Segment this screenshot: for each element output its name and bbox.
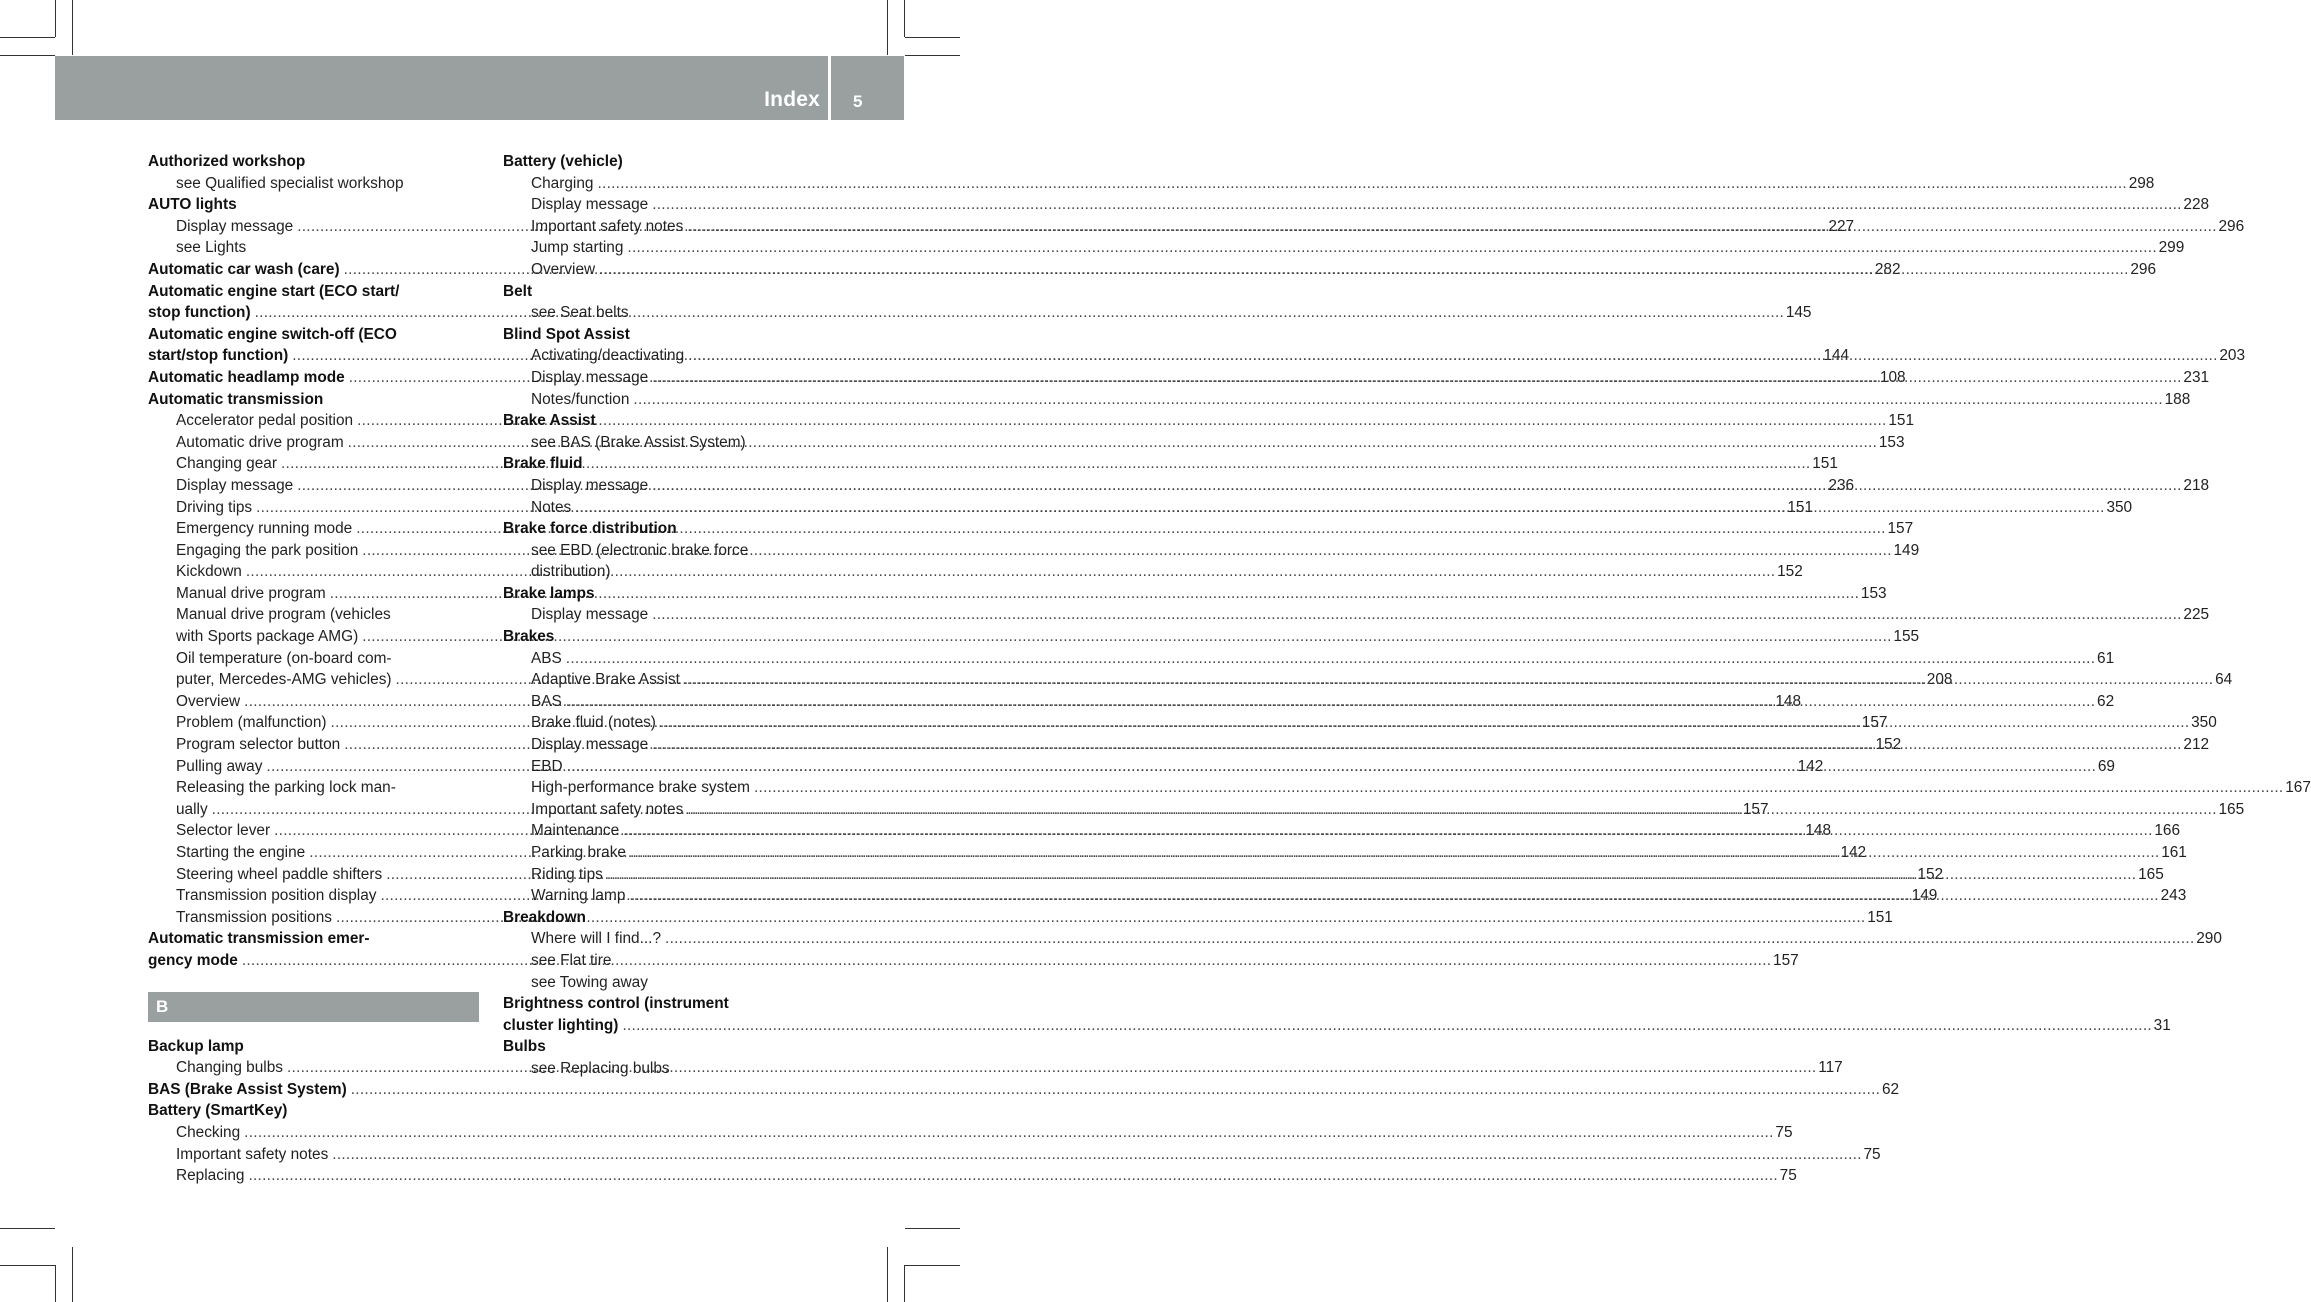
dot-leader xyxy=(687,799,2214,821)
entry-text: see Replacing bulbs xyxy=(531,1059,670,1077)
page-reference[interactable]: 75 xyxy=(1863,1145,1881,1163)
dot-leader xyxy=(652,734,2179,756)
entry-text: ABS xyxy=(531,649,562,667)
index-subentry xyxy=(503,432,834,454)
entry-text: Display message xyxy=(531,476,649,494)
entry-text: Important safety notes xyxy=(531,217,684,235)
dot-leader xyxy=(575,497,2102,519)
index-subentry xyxy=(503,604,2210,626)
page-reference[interactable]: 157 xyxy=(1773,951,1799,969)
index-subentry xyxy=(503,389,2191,411)
dot-leader xyxy=(660,712,2187,734)
entry-text: Important safety notes xyxy=(531,800,684,818)
page-reference[interactable]: 62 xyxy=(2097,692,2115,710)
entry-text: Automatic headlamp mode xyxy=(148,368,345,386)
index-subentry xyxy=(503,648,2115,670)
entry-text: Breakdown xyxy=(503,908,586,926)
entry-text: Automatic transmission xyxy=(148,390,324,408)
entry-text: Backup lamp xyxy=(148,1037,244,1055)
entry-text: Automatic transmission emer- xyxy=(148,930,370,948)
index-entry xyxy=(503,907,834,929)
index-subentry xyxy=(148,604,479,626)
page-reference[interactable]: 155 xyxy=(1893,628,1920,646)
index-entry xyxy=(503,410,834,432)
index-entry xyxy=(148,1036,479,1058)
page-reference[interactable]: 299 xyxy=(2158,239,2185,257)
dot-leader xyxy=(684,669,2211,691)
page-reference[interactable]: 148 xyxy=(1775,692,1802,710)
index-subentry xyxy=(148,237,479,259)
entry-text: see EBD (electronic brake force xyxy=(531,541,749,559)
dot-leader xyxy=(630,842,2157,864)
page-reference[interactable]: 75 xyxy=(1779,1167,1797,1185)
page-reference[interactable]: 350 xyxy=(2191,714,2217,732)
index-entry xyxy=(148,194,479,216)
index-entry xyxy=(148,151,479,173)
entry-text: Display message xyxy=(531,368,649,386)
page-reference[interactable]: 142 xyxy=(1840,844,1867,861)
dot-leader xyxy=(652,194,2179,216)
page-reference[interactable]: 151 xyxy=(1888,412,1915,430)
entry-text: Brake fluid (notes) xyxy=(531,714,656,732)
crop-mark xyxy=(0,55,55,56)
entry-text: Parking brake xyxy=(531,844,626,861)
index-subentry xyxy=(503,173,2155,195)
page-reference[interactable]: 282 xyxy=(1874,260,1901,278)
index-entry xyxy=(148,324,479,346)
crop-mark xyxy=(905,55,960,56)
entry-text: Accelerator pedal position xyxy=(176,412,354,430)
dot-leader xyxy=(246,561,1773,583)
page-reference[interactable]: 145 xyxy=(1785,304,1812,322)
page-reference[interactable]: 152 xyxy=(1875,736,1902,754)
index-entry xyxy=(503,324,834,346)
page-reference[interactable]: 151 xyxy=(1812,455,1838,473)
page-reference[interactable]: 64 xyxy=(2215,671,2233,689)
dot-leader xyxy=(244,1122,1771,1144)
entry-text: Manual drive program (vehicles xyxy=(176,606,391,624)
entry-text: Brightness control (instrument xyxy=(503,995,729,1013)
entry-text: Automatic drive program xyxy=(176,433,344,451)
entry-text: see Lights xyxy=(176,239,247,257)
crop-mark xyxy=(0,1265,55,1266)
entry-text: Selector lever xyxy=(176,822,271,840)
page-reference[interactable]: 228 xyxy=(2183,196,2210,214)
crop-mark xyxy=(905,37,960,38)
entry-text: Notes xyxy=(531,498,572,516)
dot-leader xyxy=(652,475,2179,497)
entry-text: Engaging the park position xyxy=(176,541,359,559)
dot-leader xyxy=(607,864,2134,886)
page-reference[interactable]: 290 xyxy=(2196,930,2222,948)
entry-text: Bulbs xyxy=(503,1038,546,1056)
page-reference[interactable]: 62 xyxy=(1881,1080,1900,1098)
entry-text: Maintenance xyxy=(531,822,620,840)
entry-text: Display message xyxy=(176,476,294,494)
dot-leader xyxy=(633,389,2160,411)
index-subentry xyxy=(503,972,834,994)
dot-leader xyxy=(351,1079,1878,1101)
crop-mark xyxy=(905,1228,960,1229)
entry-text: Authorized workshop xyxy=(148,153,306,170)
dot-leader xyxy=(242,950,1769,972)
index-entry xyxy=(503,1036,834,1058)
page-reference[interactable]: 231 xyxy=(2183,368,2210,386)
index-subentry xyxy=(148,1165,1797,1187)
entry-text: Problem (malfunction) xyxy=(176,714,327,732)
entry-text: Display message xyxy=(176,217,294,235)
crop-mark xyxy=(55,0,56,37)
entry-text: Display message xyxy=(531,196,649,214)
crop-mark xyxy=(887,0,888,55)
dot-leader xyxy=(623,820,2150,842)
dot-leader xyxy=(248,1165,1775,1187)
entry-text: Changing gear xyxy=(176,455,277,473)
index-subentry xyxy=(148,777,479,799)
entry-text: cluster lighting) xyxy=(503,1016,619,1034)
page-reference[interactable]: 298 xyxy=(2128,174,2155,192)
entry-text: Replacing xyxy=(176,1167,245,1185)
page-reference[interactable]: 151 xyxy=(1787,498,1814,516)
index-subentry xyxy=(503,540,834,562)
crop-mark xyxy=(887,1247,888,1302)
entry-text: Changing bulbs xyxy=(176,1059,283,1077)
page-reference[interactable]: 149 xyxy=(1893,541,1920,559)
page-reference[interactable]: 144 xyxy=(1823,347,1850,365)
entry-text: Warning lamp xyxy=(531,887,626,905)
page-reference[interactable]: 151 xyxy=(1867,908,1893,926)
entry-text: Belt xyxy=(503,282,533,300)
index-entry xyxy=(148,928,479,950)
index-subentry xyxy=(148,648,479,670)
page-reference[interactable]: 157 xyxy=(1742,800,1769,818)
entry-text: Brake force distribution xyxy=(503,520,677,538)
crop-mark xyxy=(0,37,55,38)
index-subentry xyxy=(503,950,834,972)
index-entry xyxy=(503,151,834,173)
page-reference[interactable]: 69 xyxy=(2097,757,2115,775)
entry-text: BAS (Brake Assist System) xyxy=(148,1080,347,1098)
entry-text: Transmission position display xyxy=(176,887,377,905)
entry-text: Adaptive Brake Assist xyxy=(531,671,680,689)
page-reference[interactable]: 31 xyxy=(2153,1016,2171,1034)
page-reference[interactable]: 208 xyxy=(1926,671,1953,689)
entry-text: Riding tips xyxy=(531,865,603,883)
page-reference[interactable]: 188 xyxy=(2164,390,2191,408)
page-reference[interactable]: 75 xyxy=(1775,1123,1793,1141)
entry-text: Program selector button xyxy=(176,736,341,754)
page-reference[interactable]: 227 xyxy=(1828,217,1855,235)
entry-text: Brake Assist xyxy=(503,412,596,430)
index-entry xyxy=(148,1100,479,1122)
entry-text: Blind Spot Assist xyxy=(503,325,630,343)
dot-leader xyxy=(629,885,2156,907)
crop-mark xyxy=(72,1247,73,1302)
entry-text: Starting the engine xyxy=(176,844,306,861)
page-reference[interactable]: 236 xyxy=(1828,476,1855,494)
page-reference[interactable]: 149 xyxy=(1911,887,1938,905)
entry-text: see Flat tire xyxy=(531,951,612,969)
entry-text: start/stop function) xyxy=(148,347,289,365)
entry-text: EBD xyxy=(531,757,563,775)
crop-mark xyxy=(905,1265,960,1266)
page-reference[interactable]: 165 xyxy=(2138,865,2164,883)
dot-leader xyxy=(622,1015,2149,1037)
entry-text: gency mode xyxy=(148,951,238,969)
page-reference[interactable]: 157 xyxy=(1887,520,1914,538)
page-reference[interactable]: 152 xyxy=(1917,865,1944,883)
index-subentry xyxy=(148,475,1855,497)
page-reference[interactable]: 350 xyxy=(2106,498,2133,516)
entry-text: Activating/deactivating xyxy=(531,347,685,365)
entry-text: see BAS (Brake Assist System) xyxy=(531,433,746,451)
page-reference[interactable]: 153 xyxy=(1878,433,1905,451)
entry-text: Jump starting xyxy=(531,239,624,257)
page-reference[interactable]: 108 xyxy=(1879,368,1906,386)
entry-text: Transmission positions xyxy=(176,908,332,926)
entry-text: ually xyxy=(176,800,208,818)
index-entry xyxy=(503,993,834,1015)
entry-text: Checking xyxy=(176,1123,241,1141)
dot-leader xyxy=(665,928,2192,950)
entry-text: Display message xyxy=(531,736,649,754)
index-subentry xyxy=(148,1122,1793,1144)
entry-text: Overview xyxy=(531,260,596,278)
page-reference[interactable]: 161 xyxy=(2161,844,2187,861)
entry-text: with Sports package AMG) xyxy=(176,628,359,646)
index-entry xyxy=(503,1015,2171,1037)
index-entry xyxy=(503,453,834,475)
entry-text: Brakes xyxy=(503,628,555,646)
page-reference[interactable]: 117 xyxy=(1818,1059,1843,1077)
dot-leader xyxy=(652,604,2179,626)
entry-text: Automatic engine start (ECO start/ xyxy=(148,282,400,300)
entry-text: puter, Mercedes-AMG vehicles) xyxy=(176,671,392,689)
page-reference[interactable]: 142 xyxy=(1797,757,1824,775)
dot-leader xyxy=(688,345,2215,367)
index-subentry xyxy=(503,928,2222,950)
entry-text: Important safety notes xyxy=(176,1145,329,1163)
crop-mark xyxy=(904,1265,905,1302)
page-reference[interactable]: 61 xyxy=(2097,649,2115,667)
index-subentry xyxy=(503,237,2185,259)
page-reference[interactable]: 225 xyxy=(2183,606,2210,624)
dot-leader xyxy=(566,648,2093,670)
header-separator xyxy=(828,56,831,120)
index-entry xyxy=(503,281,834,303)
index-subentry xyxy=(503,1058,834,1080)
dot-leader xyxy=(652,367,2179,389)
index-subentry xyxy=(503,302,834,324)
page-reference[interactable]: 203 xyxy=(2219,347,2246,365)
crop-mark xyxy=(904,0,905,37)
dot-leader xyxy=(754,777,2281,799)
entry-text: Battery (vehicle) xyxy=(503,153,623,170)
entry-text: Battery (SmartKey) xyxy=(148,1102,288,1120)
entry-text: AUTO lights xyxy=(148,196,237,214)
entry-text: High-performance brake system xyxy=(531,779,750,797)
entry-text: see Towing away xyxy=(531,973,648,991)
page-reference[interactable]: 148 xyxy=(1805,822,1832,840)
entry-text: Steering wheel paddle shifters xyxy=(176,865,383,883)
dot-leader xyxy=(599,259,2126,281)
index-entry xyxy=(503,626,834,648)
entry-text: see Qualified specialist workshop xyxy=(176,174,404,192)
entry-text: Emergency running mode xyxy=(176,520,353,538)
page-reference[interactable]: 152 xyxy=(1777,563,1803,581)
crop-mark xyxy=(0,1228,55,1229)
index-subentry xyxy=(503,777,2311,799)
page-number: 5 xyxy=(853,92,863,111)
crop-mark xyxy=(72,0,73,55)
entry-text: Releasing the parking lock man- xyxy=(176,779,396,797)
dot-leader xyxy=(332,1144,1859,1166)
page-reference[interactable]: 166 xyxy=(2154,822,2181,840)
crop-mark xyxy=(55,1265,56,1302)
entry-text: Charging xyxy=(531,174,594,192)
entry-text: see Seat belts xyxy=(531,304,629,322)
index-entry xyxy=(503,518,834,540)
dot-leader xyxy=(597,173,2124,195)
page-title: Index xyxy=(764,88,820,111)
entry-text: Overview xyxy=(176,692,241,710)
entry-text: Where will I find...? xyxy=(531,930,662,948)
index-entry xyxy=(148,389,479,411)
entry-text: Notes/function xyxy=(531,390,630,408)
entry-text: Driving tips xyxy=(176,498,253,516)
page-reference[interactable]: 296 xyxy=(2218,217,2245,235)
entry-text: Automatic car wash (care) xyxy=(148,260,340,278)
page-reference[interactable]: 153 xyxy=(1860,584,1887,602)
entry-text: Oil temperature (on-board com- xyxy=(176,649,392,667)
page-reference[interactable]: 167 xyxy=(2285,779,2311,797)
dot-leader xyxy=(627,237,2154,259)
entry-text: Kickdown xyxy=(176,563,242,581)
index-subentry xyxy=(503,194,2210,216)
entry-text: stop function) xyxy=(148,304,251,322)
dot-leader xyxy=(255,302,1782,324)
page-reference[interactable]: 243 xyxy=(2160,887,2187,905)
dot-leader xyxy=(566,691,2093,713)
entry-text: Manual drive program xyxy=(176,584,326,602)
page-reference[interactable]: 157 xyxy=(1861,714,1888,732)
page-reference[interactable]: 218 xyxy=(2183,476,2210,494)
entry-text: distribution) xyxy=(531,563,611,581)
entry-text: Brake lamps xyxy=(503,584,595,602)
entry-text: Automatic engine switch-off (ECO xyxy=(148,325,397,343)
entry-text: Display message xyxy=(531,606,649,624)
entry-text: Brake fluid xyxy=(503,455,583,473)
index-entry xyxy=(148,281,479,303)
dot-leader xyxy=(567,756,2094,778)
index-subentry xyxy=(503,561,834,583)
entry-text: BAS xyxy=(531,692,562,710)
page-reference[interactable]: 165 xyxy=(2218,800,2245,818)
page-reference[interactable]: 212 xyxy=(2183,736,2210,754)
dot-leader xyxy=(687,216,2214,238)
index-subentry xyxy=(148,173,479,195)
index-entry xyxy=(148,1079,1900,1101)
entry-text: Pulling away xyxy=(176,757,263,775)
index-subentry xyxy=(148,1144,1881,1166)
index-entry xyxy=(503,583,834,605)
section-letter-b: B xyxy=(148,992,479,1022)
page-reference[interactable]: 296 xyxy=(2130,260,2157,278)
